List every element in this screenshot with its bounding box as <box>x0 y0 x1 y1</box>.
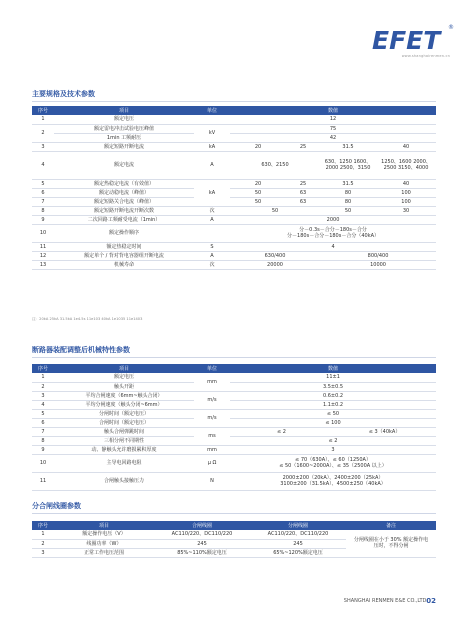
cell-item: 额定单个 / 背对背电容器组开断电流 <box>54 251 194 260</box>
cell-value: 630/400 <box>230 251 320 260</box>
table-header-row <box>32 106 436 115</box>
col-header-item: 项目 <box>54 106 194 115</box>
company-logo <box>372 24 454 62</box>
table-row <box>32 188 436 197</box>
cell-unit: A <box>194 151 230 179</box>
cell-item: 二次回路工频耐受电流（1min） <box>54 215 194 224</box>
col-header-no: 序号 <box>32 106 54 115</box>
cell-item: 额定热稳定时间 <box>54 242 194 251</box>
cell-close: AC110/220、DC110/220 <box>154 530 250 539</box>
cell-no: 2 <box>32 124 54 142</box>
cell-value: 3 <box>230 445 436 454</box>
cell-item: 平均分闸速度（触头分闭~6mm） <box>54 400 194 409</box>
cell-item: 额定电压 <box>54 373 194 382</box>
cell-item: 触头合闸弹跳时间 <box>54 427 194 436</box>
table-row <box>32 179 436 188</box>
cell-item: 额定短路开断电流开断次数 <box>54 206 194 215</box>
cell-unit: kA <box>194 142 230 151</box>
pressure-line-1: 2000±200（20kA）、2400±200（25kA） <box>282 475 384 481</box>
cell-value: 30 <box>376 206 436 215</box>
pressure-line-2: 3100±200（31.5kA）、4500±250（40kA） <box>280 481 386 487</box>
cell-unit: A <box>194 215 230 224</box>
cell-value: 50 <box>230 197 286 206</box>
col-header-value: 数值 <box>230 106 436 115</box>
cell-no: 7 <box>32 197 54 206</box>
cell-unit: N <box>194 472 230 490</box>
table-row <box>32 251 436 260</box>
cell-value <box>230 224 436 242</box>
cell-value: 25 <box>286 142 320 151</box>
cell-value: 12 <box>230 115 436 124</box>
cell-value: 20 <box>230 179 286 188</box>
cell-no: 3 <box>32 142 54 151</box>
resistance-line-2: ≤ 50（1600~2000A）、≤ 35（2500A 以上） <box>279 463 387 469</box>
table-row <box>32 215 436 224</box>
cell-unit: kA <box>194 179 230 206</box>
cell-no: 5 <box>32 409 54 418</box>
table-row <box>32 115 436 124</box>
cell-value: 20 <box>230 142 286 151</box>
cell-unit: μ Ω <box>194 454 230 472</box>
cell-item: 额定短路关合电流（峰值） <box>54 197 194 206</box>
cell-item: 动、静触头允许磨损累积厚度 <box>54 445 194 454</box>
table-row <box>32 427 436 436</box>
specs-table <box>32 106 436 270</box>
cell-value: ≤ 2 <box>230 436 436 445</box>
cell-no: 5 <box>32 179 54 188</box>
logo-text: EFET <box>372 26 441 55</box>
cell-open: 65%~120%额定电压 <box>250 548 346 557</box>
cell-item: 主导电回路电阻 <box>54 454 194 472</box>
cell-no: 2 <box>32 539 54 548</box>
cell-no: 11 <box>32 242 54 251</box>
col-header-value: 数值 <box>230 364 436 373</box>
cell-value: 2000 <box>230 215 436 224</box>
coil-table <box>32 521 436 558</box>
table-row <box>32 206 436 215</box>
table-row <box>32 391 436 400</box>
table-footnote: 注：20kA 25kA 31.5kA 1e4.5s 11e103 40kA 1e1035 11e1403 <box>32 317 143 321</box>
cell-no: 10 <box>32 224 54 242</box>
cell-value: 10000 <box>320 260 436 269</box>
cell-no: 4 <box>32 400 54 409</box>
cell-value: 40 <box>376 142 436 151</box>
cell-value: ≤ 3（40kA） <box>333 427 436 436</box>
col-header-close-coil: 合闸线圈 <box>154 521 250 530</box>
cell-remark: 分闸线圈在小于 30% 额定操作电压时，不得分闸 <box>346 530 436 557</box>
cell-value: 20000 <box>230 260 320 269</box>
cell-value <box>230 472 436 490</box>
cell-value: 75 <box>230 124 436 133</box>
cell-item: 额定操作顺序 <box>54 224 194 242</box>
cell-item: 平均合闸速度（6mm~触头合闭） <box>54 391 194 400</box>
cell-unit: m/s <box>194 391 230 409</box>
cell-no: 4 <box>32 151 54 179</box>
cell-open: 245 <box>250 539 346 548</box>
cell-unit <box>194 224 230 242</box>
table-row <box>32 260 436 269</box>
table-row <box>32 242 436 251</box>
cell-value: 63 <box>286 188 320 197</box>
table-header-row <box>32 521 436 530</box>
cell-value: 100 <box>376 197 436 206</box>
table-row <box>32 224 436 242</box>
col-header-item: 项目 <box>54 521 154 530</box>
cell-no: 6 <box>32 418 54 427</box>
section-title-coils: 分合闸线圈参数 <box>32 502 81 510</box>
col-header-no: 序号 <box>32 364 54 373</box>
cell-item: 合闸触头接触压力 <box>54 472 194 490</box>
cell-item: 额定短路开断电流 <box>54 142 194 151</box>
cell-value: 0.6±0.2 <box>230 391 436 400</box>
cell-value: 40 <box>376 179 436 188</box>
cell-value: 80 <box>320 197 376 206</box>
table-row <box>32 418 436 427</box>
col-header-unit: 单位 <box>194 364 230 373</box>
section-rule <box>32 357 436 358</box>
cell-value: ≤ 100 <box>230 418 436 427</box>
cell-no: 7 <box>32 427 54 436</box>
cell-value: 50 <box>230 206 320 215</box>
cell-item: 额定操作电压（V） <box>54 530 154 539</box>
cell-value: 31.5 <box>320 142 376 151</box>
cell-item: 额定动稳电流（峰值） <box>54 188 194 197</box>
resistance-line-1: ≤ 70（630A）、≤ 60（1250A） <box>295 457 371 463</box>
cell-value: 11±1 <box>230 373 436 382</box>
cell-item: 机械寿命 <box>54 260 194 269</box>
cell-item: 正常工作电压范围 <box>54 548 154 557</box>
table-row <box>32 382 436 391</box>
mechanical-table <box>32 364 436 491</box>
cell-no: 13 <box>32 260 54 269</box>
cell-value <box>230 454 436 472</box>
cell-item: 额定热稳定电流（有效值） <box>54 179 194 188</box>
cell-unit: m/s <box>194 409 230 427</box>
cell-value: 25 <box>286 179 320 188</box>
cell-unit: kV <box>194 124 230 142</box>
registered-mark: ® <box>448 24 454 31</box>
table-row <box>32 373 436 382</box>
cell-value: 1250、1600 2000、2500 3150、4000 <box>376 151 436 179</box>
cell-unit <box>194 115 230 124</box>
section-rule <box>32 101 436 102</box>
logo-website: www.shanghairenmen.cn <box>401 54 450 58</box>
cell-no: 3 <box>32 548 54 557</box>
cell-unit: mm <box>194 373 230 391</box>
cell-value: 80 <box>320 188 376 197</box>
cell-value: ≤ 50 <box>230 409 436 418</box>
col-header-item: 项目 <box>54 364 194 373</box>
cell-no: 2 <box>32 382 54 391</box>
cell-value: 50 <box>320 206 376 215</box>
section-title-mechanical: 断路器装配调整后机械特性参数 <box>32 346 130 354</box>
cell-unit: 次 <box>194 206 230 215</box>
cell-item: 额定电压 <box>54 115 194 124</box>
cell-no: 6 <box>32 188 54 197</box>
cell-value: 100 <box>376 188 436 197</box>
cell-no: 9 <box>32 445 54 454</box>
section-rule <box>32 513 436 514</box>
cell-item: 额定雷电冲击试验电压峰值 <box>54 124 194 133</box>
cell-value: 630、1250 1600、2000 2500、3150 <box>320 151 376 179</box>
cell-item: 合闸时间（额定电压） <box>54 418 194 427</box>
col-header-open-coil: 分闸线圈 <box>250 521 346 530</box>
col-header-unit: 单位 <box>194 106 230 115</box>
cell-open: AC110/220、DC110/220 <box>250 530 346 539</box>
table-row <box>32 445 436 454</box>
cell-item: 线圈功率（W） <box>54 539 154 548</box>
cell-value: 50 <box>230 188 286 197</box>
table-row <box>32 472 436 490</box>
cell-unit: mm <box>194 445 230 454</box>
cell-item: 触头开距 <box>54 382 194 391</box>
cell-unit: ms <box>194 427 230 445</box>
table-header-row <box>32 364 436 373</box>
cell-no: 1 <box>32 115 54 124</box>
cell-item: 额定电流 <box>54 151 194 179</box>
footer-company: SHANGHAI RENMEN E&E CO.,LTD. <box>343 598 428 604</box>
cell-value: 63 <box>286 197 320 206</box>
table-row <box>32 142 436 151</box>
cell-value: 31.5 <box>320 179 376 188</box>
table-row <box>32 400 436 409</box>
cell-no: 1 <box>32 530 54 539</box>
table-row <box>32 409 436 418</box>
cell-no: 11 <box>32 472 54 490</box>
cell-no: 8 <box>32 436 54 445</box>
cell-value: 1.1±0.2 <box>230 400 436 409</box>
table-row <box>32 530 436 539</box>
cell-unit: S <box>194 242 230 251</box>
cell-unit: A <box>194 251 230 260</box>
table-row <box>32 133 436 142</box>
cell-value: 4 <box>230 242 436 251</box>
cell-unit: 次 <box>194 260 230 269</box>
cell-no: 3 <box>32 391 54 400</box>
cell-no: 1 <box>32 373 54 382</box>
table-row <box>32 124 436 133</box>
cell-item: 三相分闸不同期性 <box>54 436 194 445</box>
cell-value: 800/400 <box>320 251 436 260</box>
cell-value: ≤ 2 <box>230 427 333 436</box>
table-row <box>32 151 436 179</box>
table-row <box>32 454 436 472</box>
table-row <box>32 436 436 445</box>
col-header-no: 序号 <box>32 521 54 530</box>
cell-value: 42 <box>230 133 436 142</box>
cell-no: 9 <box>32 215 54 224</box>
section-title-specs: 主要规格及技术参数 <box>32 90 95 98</box>
cell-item: 1min 工频耐压 <box>54 133 194 142</box>
cell-item: 分闸时间（额定电压） <box>54 409 194 418</box>
col-header-remark: 备注 <box>346 521 436 530</box>
operating-sequence-2: 分－180s－合分－180s－合分（40kA） <box>287 233 380 239</box>
operating-sequence-1: 分－0.3s－合分－180s－合分 <box>299 227 367 233</box>
cell-value: 630、2150 <box>230 151 320 179</box>
cell-no: 10 <box>32 454 54 472</box>
cell-no: 8 <box>32 206 54 215</box>
table-row <box>32 197 436 206</box>
cell-value: 3.5±0.5 <box>230 382 436 391</box>
cell-close: 245 <box>154 539 250 548</box>
cell-no: 12 <box>32 251 54 260</box>
page-number: 02 <box>426 597 436 605</box>
cell-close: 85%~110%额定电压 <box>154 548 250 557</box>
